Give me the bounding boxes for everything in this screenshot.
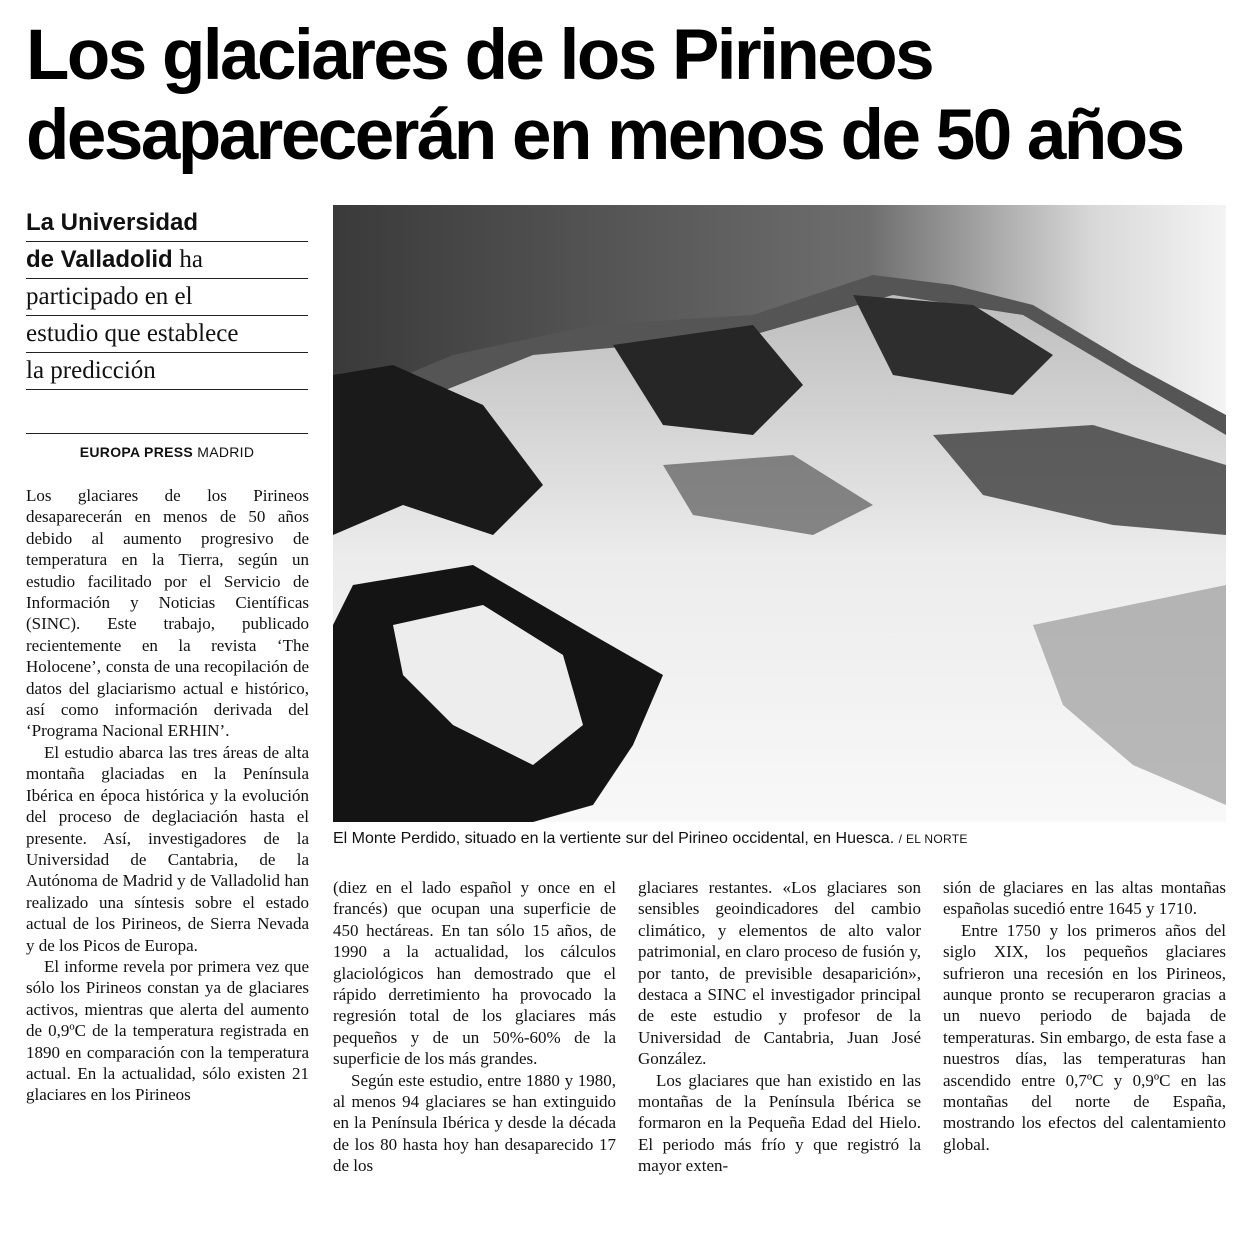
byline-agency: EUROPA PRESS [79, 444, 194, 460]
byline [26, 433, 308, 460]
caption-text: El Monte Perdido, situado en la vertiente sur del Pirineo occidental, en Huesca. [333, 830, 895, 847]
headline [26, 16, 1236, 176]
subhead-line-3: participado en el [26, 279, 308, 316]
paragraph: Según este estudio, entre 1880 y 1980, al menos 94 glaciares se han extinguido en la Península Ibérica y desde la década de los 80 hasta hoy han desaparecido 17 de los [333, 1070, 616, 1176]
subhead-line-2: de Valladolid ha [26, 242, 308, 279]
subhead-line-4: estudio que establece [26, 316, 308, 353]
paragraph: glaciares restantes. «Los glaciares son sensibles geoindicadores del cambio climático, y elementos de alto valor patrimonial, en claro proceso de fusión y, por tanto, de previsible desaparición», destaca a SINC el investigador principal de este estudio y profesor de la Universidad de Cantabria, Juan José González. [638, 878, 921, 1069]
article-column-4 [943, 877, 1226, 1155]
subhead-line-5: la predicción [26, 353, 308, 390]
paragraph: Los glaciares que han existido en las montañas de la Península Ibérica se formaron en la Pequeña Edad del Hielo. El periodo más frío y que registró la mayor exten- [638, 1070, 921, 1176]
paragraph: El estudio abarca las tres áreas de alta montaña glaciadas en la Península Ibérica en época histórica y la evolución del proceso de deglaciación hasta el presente. Así, investigadores de la Universidad de Cantabria, de la Autónoma de Madrid y de Valladolid han realizado una síntesis sobre el estado actual de los Pirineos, de Sierra Nevada y de los Picos de Europa. [26, 742, 309, 955]
mountain-photo-icon [333, 205, 1226, 822]
paragraph: sión de glaciares en las altas montañas españolas sucedió entre 1645 y 1710. [943, 878, 1226, 919]
article-column-3 [638, 877, 921, 1177]
caption-credit: / EL NORTE [898, 832, 968, 846]
article-column-1 [26, 485, 309, 1106]
byline-city: MADRID [197, 444, 255, 460]
subhead-line-1: La Universidad [26, 205, 308, 242]
photo-caption [333, 830, 1233, 848]
paragraph: Entre 1750 y los primeros años del siglo XIX, los pequeños glaciares sufrieron una recesión en los Pirineos, aunque pronto se recuperaron gracias a un nuevo periodo de bajada de temperaturas. Sin embargo, de esta fase a nuestros días, las temperaturas han ascendido entre 0,7ºC y 0,9ºC en las montañas del norte de España, mostrando los efectos del calentamiento global. [943, 920, 1226, 1154]
headline-line-1: Los glaciares de los Pirineos [26, 16, 933, 95]
headline-line-2: desaparecerán en menos de 50 años [26, 96, 1183, 175]
mountain-photo [333, 205, 1226, 822]
paragraph: Los glaciares de los Pirineos desaparecerán en menos de 50 años debido al aumento progresivo de temperatura en la Tierra, según un estudio facilitado por el Servicio de Información y Noticias Científicas (SINC). Este trabajo, publicado recientemente en la revista ‘The Holocene’, consta de una recopilación de datos del glaciarismo actual e histórico, así como información derivada del ‘Programa Nacional ERHIN’. [26, 486, 309, 741]
paragraph: (diez en el lado español y once en el francés) que ocupan una superficie de 450 hectáreas. En tan sólo 15 años, de 1990 a la actualidad, los cálculos glaciológicos han demostrado que el rápido derretimiento ha provocado la regresión total de los glaciares más pequeños y de un 50%-60% de la superficie de los más grandes. [333, 878, 616, 1069]
paragraph: El informe revela por primera vez que sólo los Pirineos constan ya de glaciares activos, mientras que alerta del aumento de 0,9ºC de la temperatura registrada en 1890 en comparación con la temperatura actual. En la actualidad, sólo existen 21 glaciares en los Pirineos [26, 956, 309, 1105]
subheadline [26, 205, 308, 390]
article-column-2 [333, 877, 616, 1177]
